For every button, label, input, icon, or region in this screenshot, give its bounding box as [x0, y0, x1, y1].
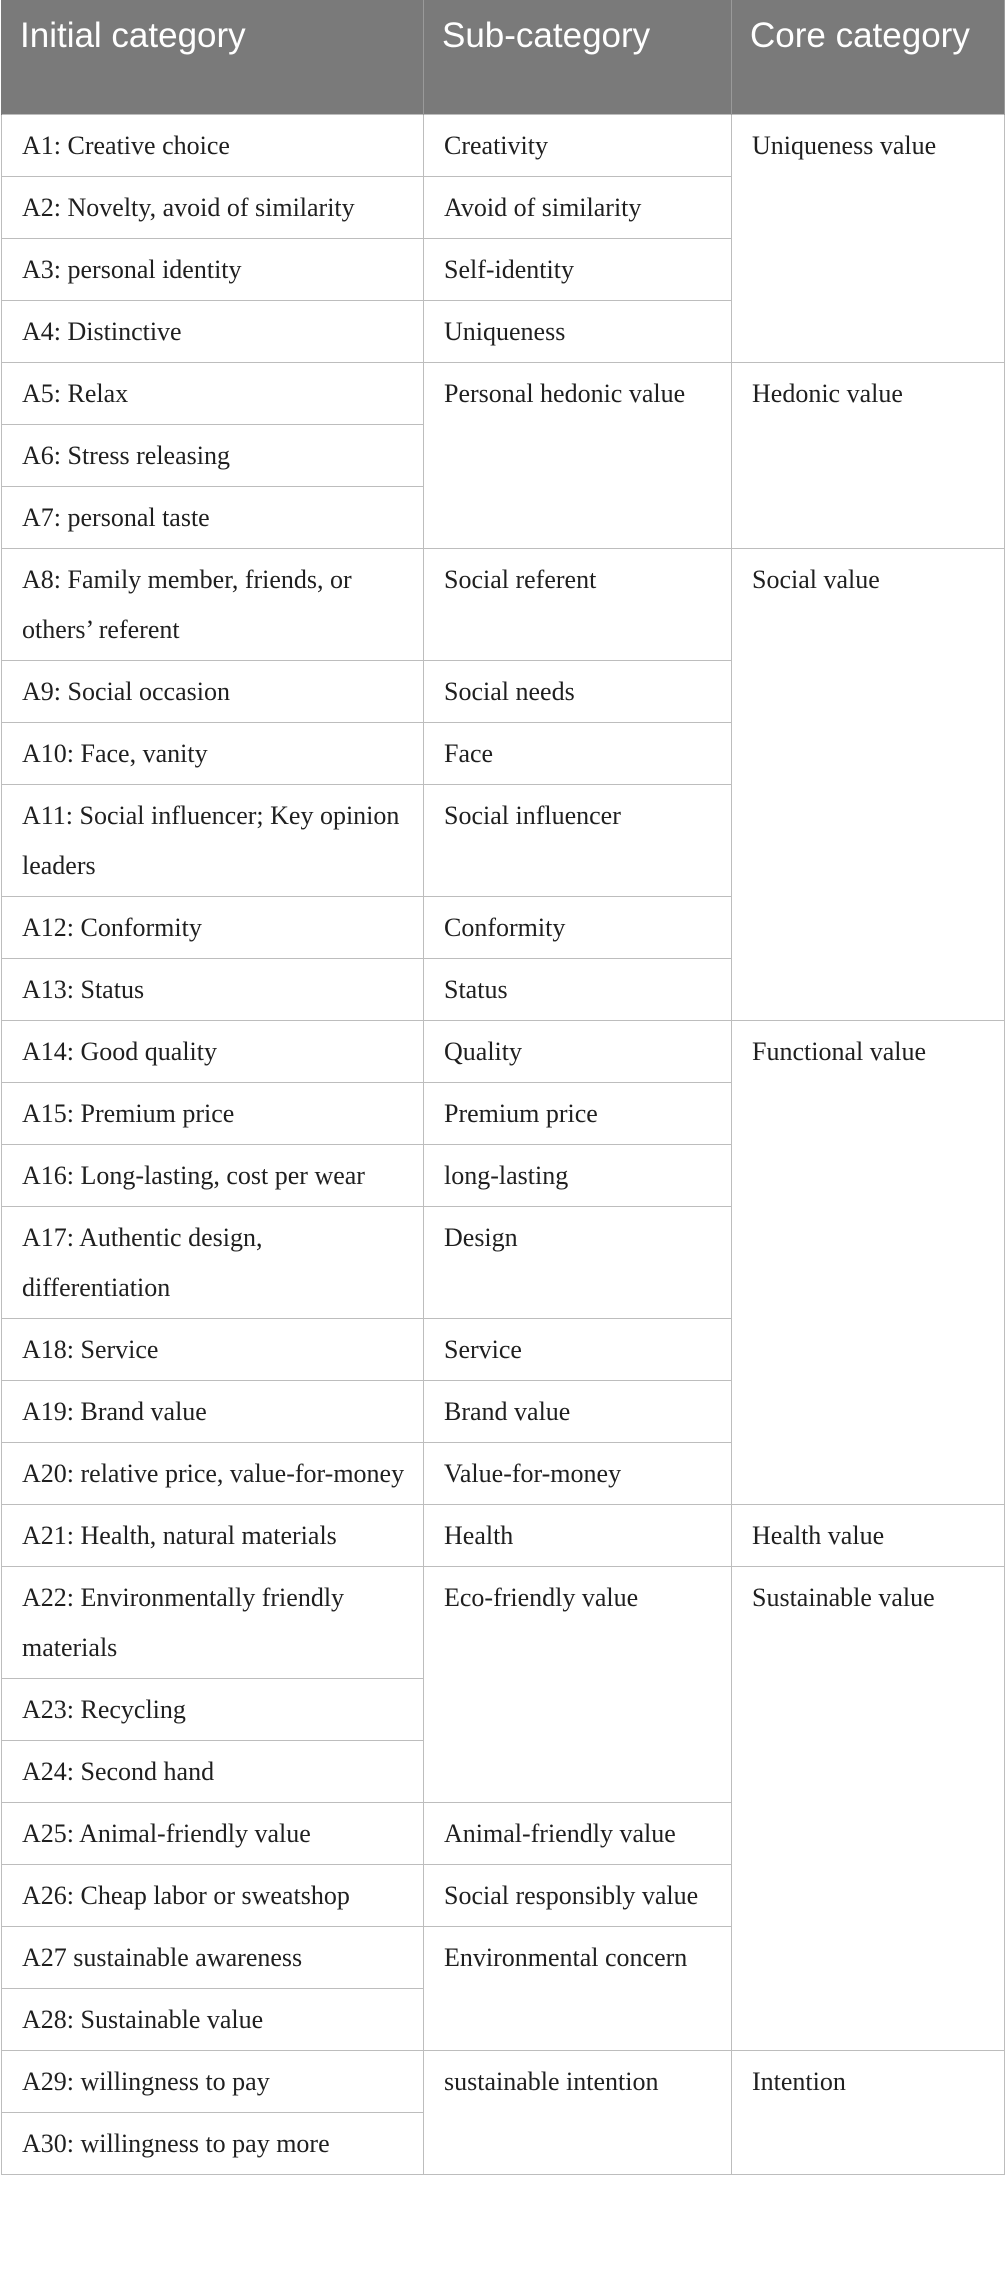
table-row	[2, 1566, 1005, 1678]
sub-category-cell: Quality	[424, 1020, 732, 1082]
sub-category-cell: Design	[424, 1206, 732, 1318]
initial-category-cell: A3: personal identity	[2, 238, 424, 300]
sub-category-cell: Creativity	[424, 114, 732, 176]
initial-category-cell: A20: relative price, value-for-money	[2, 1442, 424, 1504]
sub-category-cell: Social needs	[424, 660, 732, 722]
table-row	[2, 1020, 1005, 1082]
initial-category-cell: A22: Environmentally friendly materials	[2, 1566, 424, 1678]
sub-category-cell: Eco-friendly value	[424, 1566, 732, 1802]
initial-category-cell: A14: Good quality	[2, 1020, 424, 1082]
sub-category-cell: Environmental concern	[424, 1926, 732, 2050]
core-category-cell: Social value	[732, 548, 1005, 1020]
table-header-row	[2, 0, 1005, 114]
initial-category-cell: A13: Status	[2, 958, 424, 1020]
initial-category-cell: A1: Creative choice	[2, 114, 424, 176]
sub-category-cell: Service	[424, 1318, 732, 1380]
sub-category-cell: long-lasting	[424, 1144, 732, 1206]
initial-category-cell: A30: willingness to pay more	[2, 2112, 424, 2174]
initial-category-cell: A6: Stress releasing	[2, 424, 424, 486]
initial-category-cell: A28: Sustainable value	[2, 1988, 424, 2050]
initial-category-cell: A7: personal taste	[2, 486, 424, 548]
initial-category-cell: A15: Premium price	[2, 1082, 424, 1144]
categories-table	[1, 0, 1005, 2175]
initial-category-cell: A18: Service	[2, 1318, 424, 1380]
table-row	[2, 362, 1005, 424]
sub-category-cell: Brand value	[424, 1380, 732, 1442]
initial-category-cell: A19: Brand value	[2, 1380, 424, 1442]
initial-category-cell: A25: Animal-friendly value	[2, 1802, 424, 1864]
sub-category-cell: Social responsibly value	[424, 1864, 732, 1926]
sub-category-cell: Social influencer	[424, 784, 732, 896]
core-category-cell: Health value	[732, 1504, 1005, 1566]
table-row	[2, 2050, 1005, 2112]
sub-category-cell: Self-identity	[424, 238, 732, 300]
table-row	[2, 114, 1005, 176]
initial-category-cell: A29: willingness to pay	[2, 2050, 424, 2112]
core-category-cell: Functional value	[732, 1020, 1005, 1504]
sub-category-cell: Value-for-money	[424, 1442, 732, 1504]
initial-category-cell: A21: Health, natural materials	[2, 1504, 424, 1566]
initial-category-cell: A26: Cheap labor or sweatshop	[2, 1864, 424, 1926]
initial-category-cell: A27 sustainable awareness	[2, 1926, 424, 1988]
sub-category-cell: Animal-friendly value	[424, 1802, 732, 1864]
table-row	[2, 548, 1005, 660]
sub-category-cell: Uniqueness	[424, 300, 732, 362]
sub-category-cell: Social referent	[424, 548, 732, 660]
sub-category-cell: Premium price	[424, 1082, 732, 1144]
sub-category-cell: sustainable intention	[424, 2050, 732, 2174]
initial-category-cell: A23: Recycling	[2, 1678, 424, 1740]
initial-category-cell: A16: Long-lasting, cost per wear	[2, 1144, 424, 1206]
initial-category-cell: A9: Social occasion	[2, 660, 424, 722]
core-category-cell: Intention	[732, 2050, 1005, 2174]
header-sub-category: Sub-category	[424, 0, 732, 114]
initial-category-cell: A2: Novelty, avoid of similarity	[2, 176, 424, 238]
initial-category-cell: A24: Second hand	[2, 1740, 424, 1802]
header-initial-category: Initial category	[2, 0, 424, 114]
sub-category-cell: Avoid of similarity	[424, 176, 732, 238]
initial-category-cell: A12: Conformity	[2, 896, 424, 958]
table-row	[2, 1504, 1005, 1566]
sub-category-cell: Conformity	[424, 896, 732, 958]
sub-category-cell: Personal hedonic value	[424, 362, 732, 548]
initial-category-cell: A10: Face, vanity	[2, 722, 424, 784]
initial-category-cell: A17: Authentic design, differentiation	[2, 1206, 424, 1318]
sub-category-cell: Face	[424, 722, 732, 784]
initial-category-cell: A5: Relax	[2, 362, 424, 424]
initial-category-cell: A11: Social influencer; Key opinion leaders	[2, 784, 424, 896]
core-category-cell: Sustainable value	[732, 1566, 1005, 2050]
sub-category-cell: Status	[424, 958, 732, 1020]
initial-category-cell: A4: Distinctive	[2, 300, 424, 362]
sub-category-cell: Health	[424, 1504, 732, 1566]
header-core-category: Core category	[732, 0, 1005, 114]
initial-category-cell: A8: Family member, friends, or others’ referent	[2, 548, 424, 660]
core-category-cell: Hedonic value	[732, 362, 1005, 548]
core-category-cell: Uniqueness value	[732, 114, 1005, 362]
